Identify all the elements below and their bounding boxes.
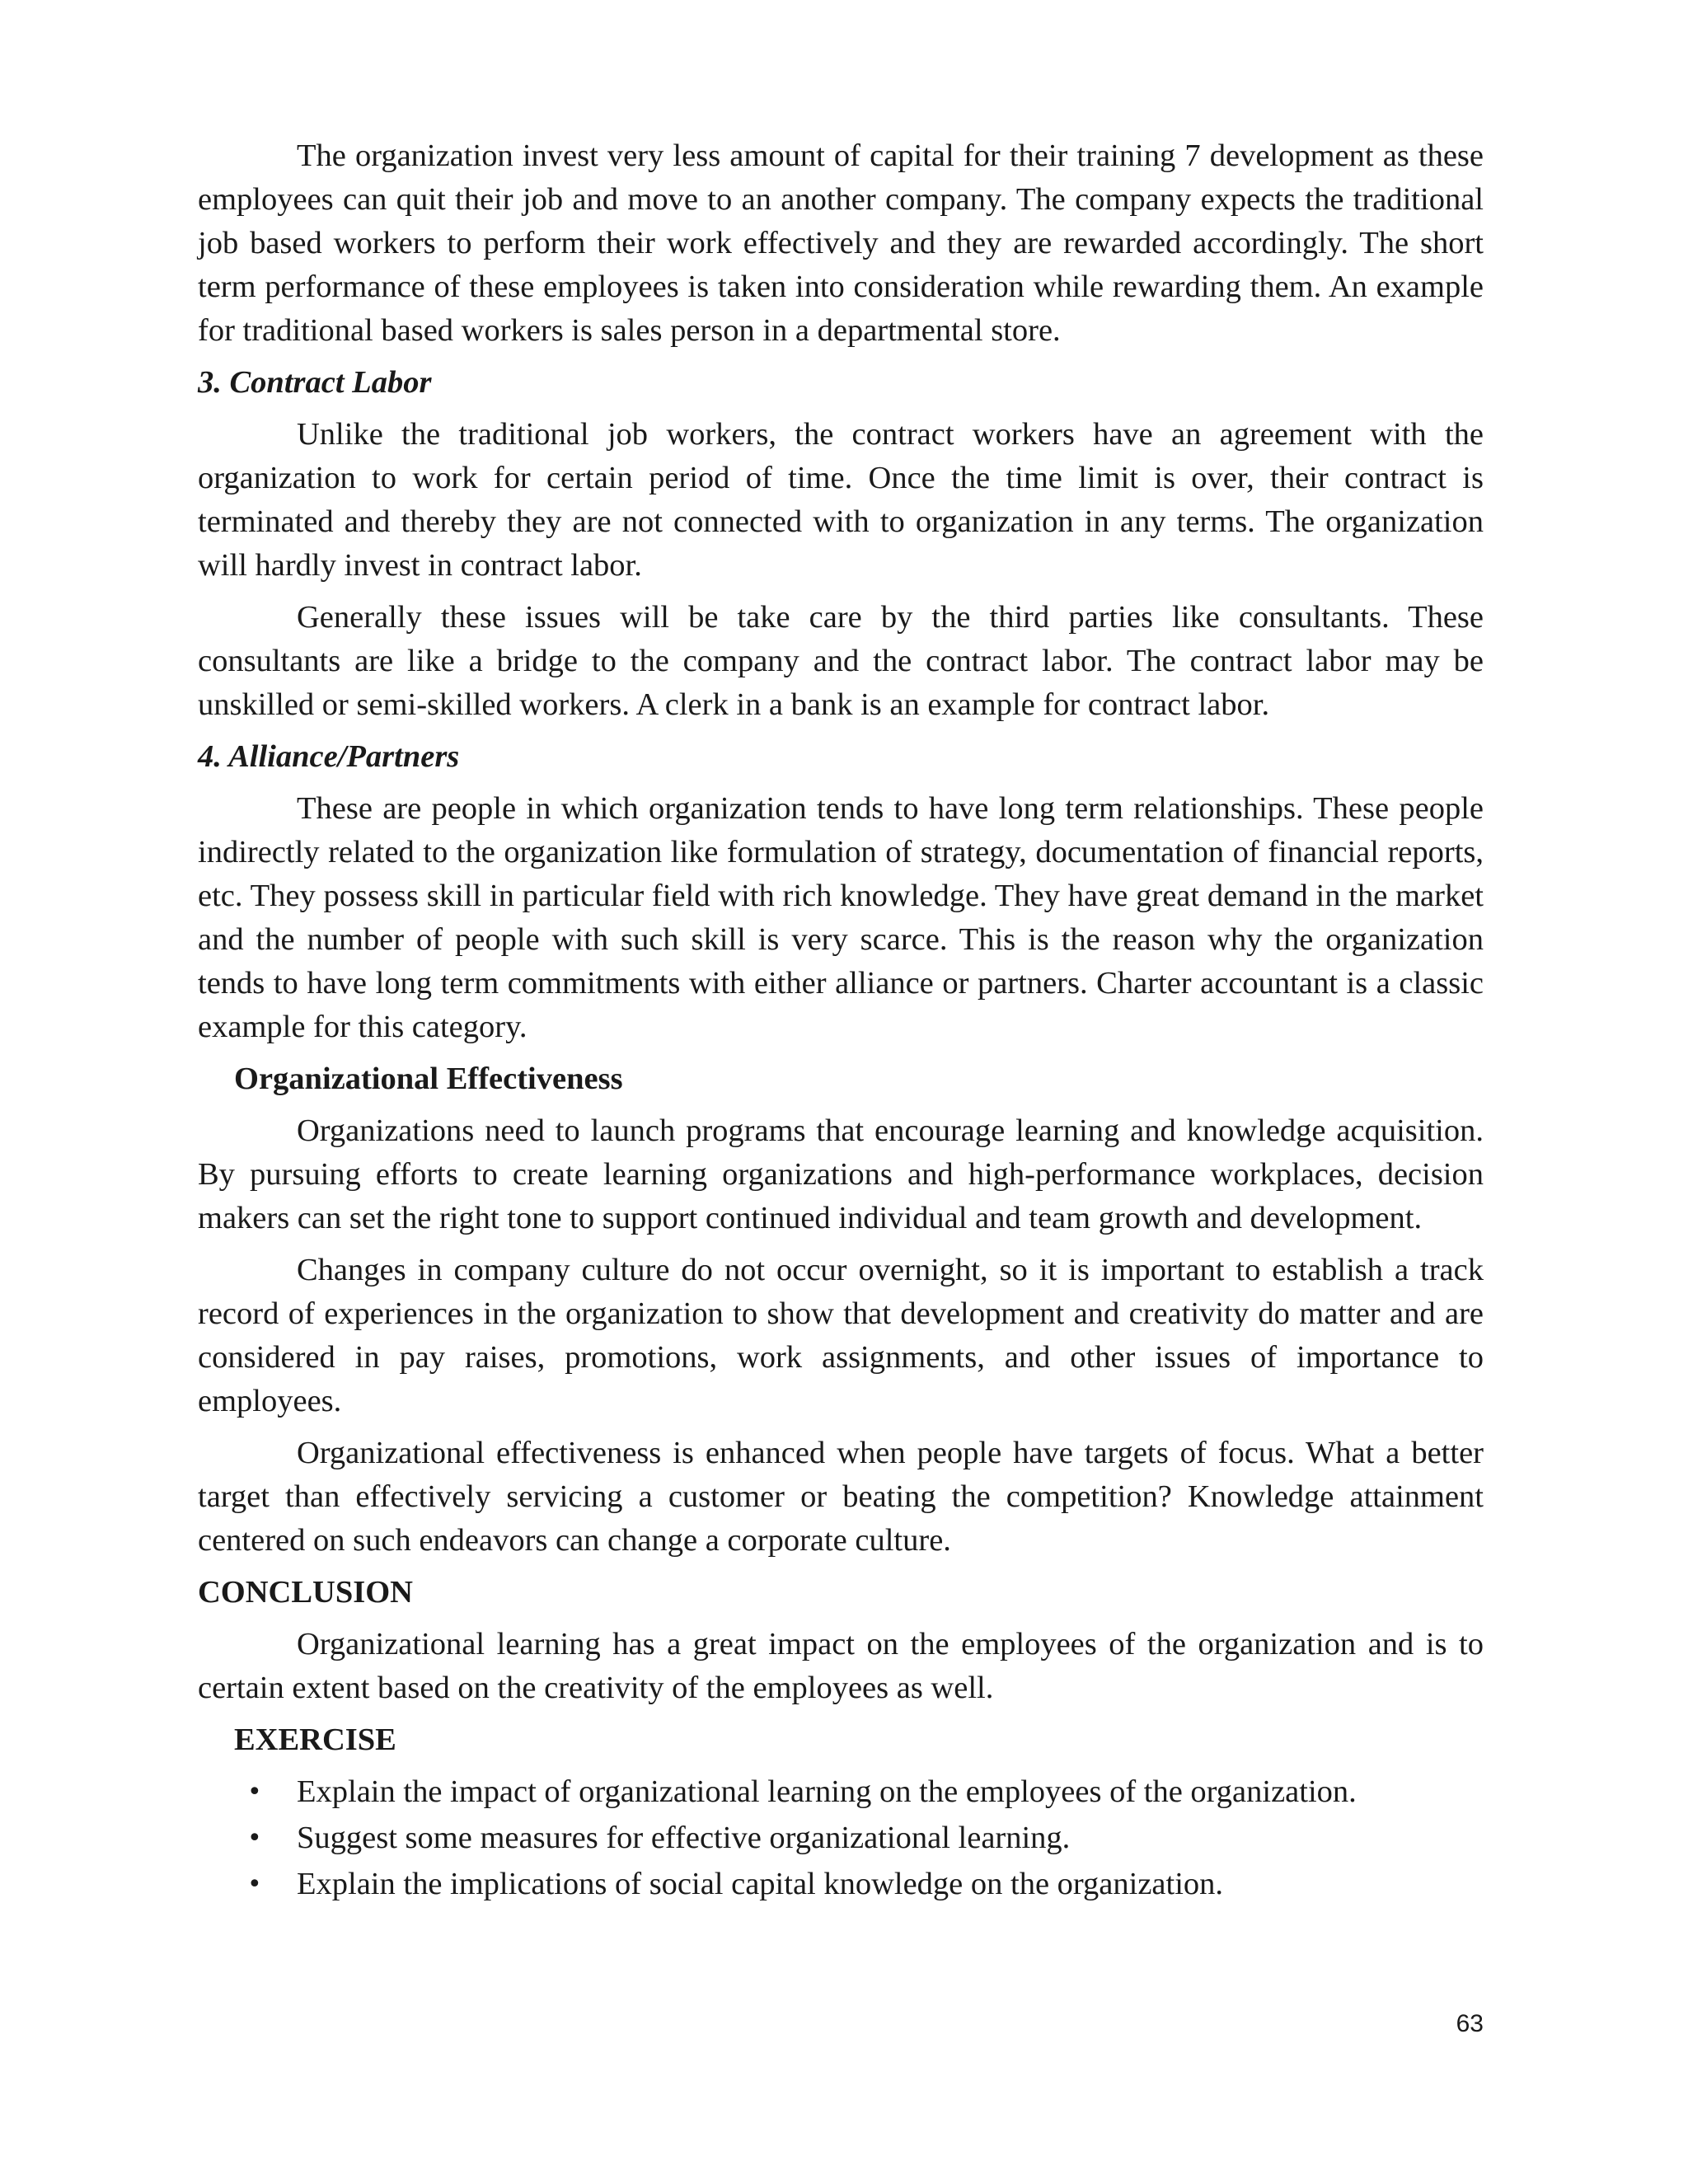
paragraph-consultants: Generally these issues will be take care by the third parties like consultants. These consultants are like a bridge to the company and the contract labor. The contract labor may be unskilled or semi-skilled workers. A clerk in a bank is an example for contract labor. (198, 600, 1484, 722)
bullet-icon: • (247, 1870, 262, 1899)
page-body (198, 134, 1484, 1909)
paragraph-contract-workers: Unlike the traditional job workers, the contract workers have an agreement with the organization to work for certain period of time. Once the time limit is over, their contract is terminated and thereby they are not connected with to organization in any terms. The organization will hardly invest in contract labor. (198, 417, 1484, 583)
list-item (198, 1863, 1484, 1906)
paragraph-targets-of-focus: Organizational effectiveness is enhanced when people have targets of focus. What a better target than effectively servicing a customer or beating the competition? Knowledge attainment centered on such endeavors can change a corporate culture. (198, 1436, 1484, 1558)
heading-conclusion: CONCLUSION (198, 1575, 413, 1610)
heading-contract-labor: 3. Contract Labor (198, 365, 432, 400)
list-item (198, 1770, 1484, 1814)
heading-alliance-partners: 4. Alliance/Partners (198, 739, 460, 774)
exercise-list (198, 1770, 1484, 1906)
paragraph-conclusion: Organizational learning has a great impact on the employees of the organization and is to certain extent based on the creativity of the employees as well. (198, 1627, 1484, 1705)
heading-organizational-effectiveness: Organizational Effectiveness (234, 1062, 623, 1096)
list-item (198, 1816, 1484, 1860)
exercise-item-text: Explain the impact of organizational learning on the employees of the organization. (297, 1774, 1357, 1809)
exercise-item-text: Explain the implications of social capital knowledge on the organization. (297, 1867, 1224, 1901)
bullet-icon: • (247, 1778, 262, 1807)
paragraph-alliance: These are people in which organization tends to have long term relationships. These people indirectly related to the organization like formulation of strategy, documentation of financial reports, etc. They possess skill in particular field with rich knowledge. They have great demand in the market and the number of people with such skill is very scarce. This is the reason why the organization tends to have long term commitments with either alliance or partners. Charter accountant is a classic example for this category. (198, 791, 1484, 1044)
page-number: 63 (1456, 2010, 1484, 2037)
paragraph-traditional-workers: The organization invest very less amount of capital for their training 7 development as these employees can quit their job and move to an another company. The company expects the traditional job based workers to perform their work effectively and they are rewarded accordingly. The short term performance of these employees is taken into consideration while rewarding them. An example for traditional based workers is sales person in a departmental store. (198, 138, 1484, 348)
paragraph-learning-programs: Organizations need to launch programs that encourage learning and knowledge acquisition. By pursuing efforts to create learning organizations and high-performance workplaces, decision makers can set the right tone to support continued individual and team growth and development. (198, 1113, 1484, 1235)
bullet-icon: • (247, 1824, 262, 1853)
exercise-item-text: Suggest some measures for effective organizational learning. (297, 1821, 1071, 1855)
heading-exercise: EXERCISE (234, 1722, 396, 1757)
paragraph-company-culture: Changes in company culture do not occur overnight, so it is important to establish a track record of experiences in the organization to show that development and creativity do matter and are considered in pay raises, promotions, work assignments, and other issues of importance to employees. (198, 1253, 1484, 1418)
